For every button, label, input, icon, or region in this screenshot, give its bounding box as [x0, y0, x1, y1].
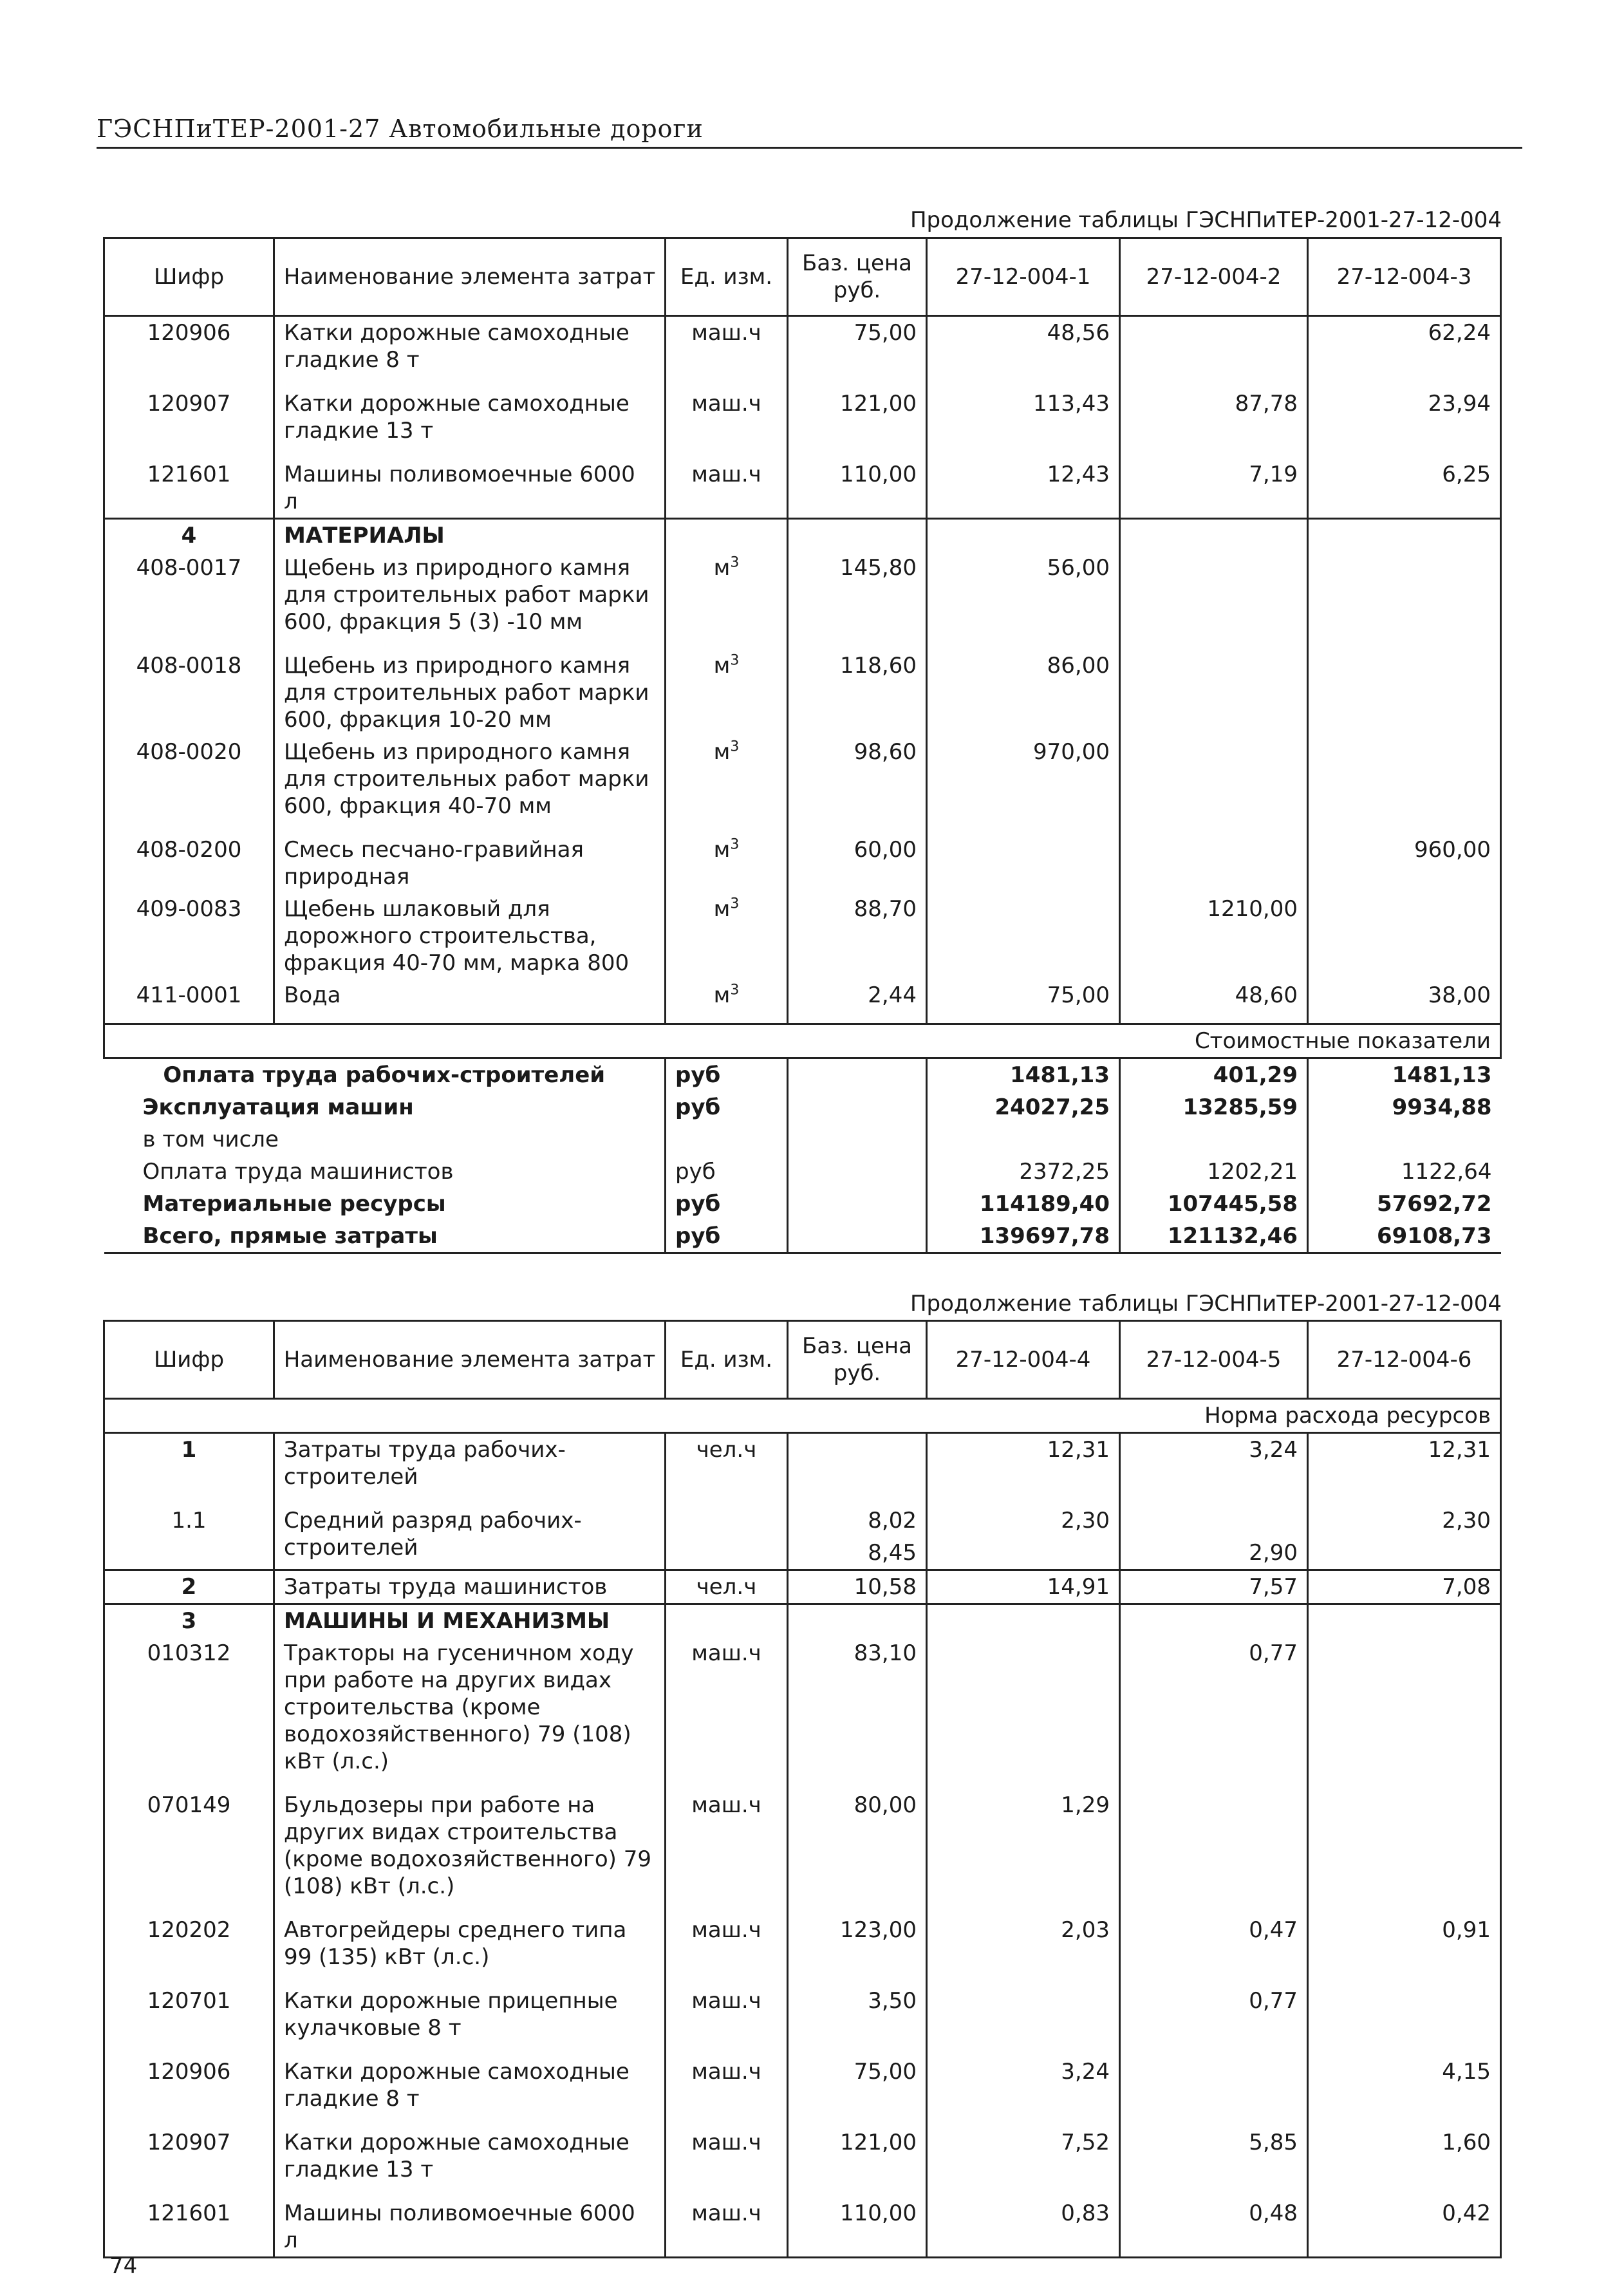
- row-v2: [1120, 650, 1308, 736]
- row-v2: 87,78: [1120, 388, 1308, 447]
- cost-v1: 2372,25: [927, 1156, 1120, 1188]
- row-code: 121601: [104, 458, 274, 519]
- row-v2: [1120, 2056, 1308, 2115]
- row-price: 75,00: [788, 316, 927, 377]
- cost-v2: 401,29: [1120, 1058, 1308, 1092]
- row-v3: 6,25: [1308, 458, 1501, 519]
- cost-label: в том числе: [142, 1127, 279, 1152]
- page-number: 74: [109, 2253, 138, 2279]
- row-code: 121601: [104, 2197, 274, 2258]
- row-v3: 1,60: [1308, 2126, 1501, 2186]
- col-header-name: Наименование элемента затрат: [274, 1321, 666, 1399]
- row-name: Затраты труда машинистов: [274, 1570, 666, 1604]
- row-price: 121,00: [788, 388, 927, 447]
- section-number: 3: [104, 1604, 274, 1638]
- row-v1: 970,00: [927, 736, 1120, 822]
- row-v2: 5,85: [1120, 2126, 1308, 2186]
- row-unit: маш.ч: [666, 2197, 788, 2258]
- row-v1: 2,03: [927, 1914, 1120, 1973]
- row-code: 070149: [104, 1789, 274, 1902]
- table1: [103, 237, 1502, 1254]
- section-row-machines: [104, 1604, 1501, 1638]
- row-unit: маш.ч: [666, 388, 788, 447]
- row-price: 83,10: [788, 1637, 927, 1777]
- row-code: 408-0200: [104, 834, 274, 893]
- table-row: [104, 834, 1501, 893]
- row-v3: [1308, 1637, 1501, 1777]
- row-code: 120907: [104, 388, 274, 447]
- row-name: Щебень шлаковый для дорожного строительства, фракция 40-70 мм, марка 800: [274, 893, 666, 979]
- table-row: [104, 1789, 1501, 1902]
- row-unit: $м^3$: [666, 979, 788, 1011]
- row-v3: 0,42: [1308, 2197, 1501, 2258]
- row-v2: 0,77: [1120, 1985, 1308, 2044]
- section-row-materials: [104, 519, 1501, 552]
- row-v2: 2,90: [1120, 1505, 1308, 1570]
- table-row: [104, 1985, 1501, 2044]
- col-header-v3: 27-12-004-3: [1308, 238, 1501, 316]
- cost-v3: 1481,13: [1308, 1058, 1501, 1092]
- row-v1: 2,30: [927, 1505, 1120, 1570]
- row-unit: $м^3$: [666, 552, 788, 638]
- row-v2: 0,48: [1120, 2197, 1308, 2258]
- col-header-v1: 27-12-004-1: [927, 238, 1120, 316]
- row-unit: маш.ч: [666, 1637, 788, 1777]
- row-unit: маш.ч: [666, 1914, 788, 1973]
- row-price: 110,00: [788, 458, 927, 519]
- row-v3: 2,30: [1308, 1505, 1501, 1570]
- table-row: [104, 458, 1501, 519]
- cost-unit: руб: [666, 1156, 788, 1188]
- table-row: [104, 1637, 1501, 1777]
- row-v3: 0,91: [1308, 1914, 1501, 1973]
- row-name: Вода: [274, 979, 666, 1011]
- row-v3: 23,94: [1308, 388, 1501, 447]
- row-unit: $м^3$: [666, 834, 788, 893]
- row-name: Бульдозеры при работе на других видах строительства (кроме водохозяйственного) 79 (108) кВт (л.с.): [274, 1789, 666, 1902]
- header-rule: [97, 147, 1522, 149]
- row-code: 120202: [104, 1914, 274, 1973]
- row-unit: $м^3$: [666, 893, 788, 979]
- cost-v1: 24027,25: [927, 1091, 1120, 1123]
- cost-v2: 107445,58: [1120, 1188, 1308, 1220]
- row-v3: [1308, 893, 1501, 979]
- row-price: 80,00: [788, 1789, 927, 1902]
- table-row: [104, 2126, 1501, 2186]
- row-price: 60,00: [788, 834, 927, 893]
- cost-v1: 114189,40: [927, 1188, 1120, 1220]
- row-name: Машины поливомоечные 6000 л: [274, 2197, 666, 2258]
- row-v3: [1308, 1985, 1501, 2044]
- row-v1: [927, 1985, 1120, 2044]
- row-v2: [1120, 552, 1308, 638]
- norm-header-row: [104, 1399, 1501, 1433]
- row-v1: 12,43: [927, 458, 1120, 519]
- row-name: Катки дорожные самоходные гладкие 13 т: [274, 2126, 666, 2186]
- row-v1: 7,52: [927, 2126, 1120, 2186]
- table-row: [104, 1433, 1501, 1494]
- row-code: 120906: [104, 316, 274, 377]
- col-header-unit: Ед. изм.: [666, 238, 788, 316]
- row-v3: [1308, 1789, 1501, 1902]
- row-v2: 3,24: [1120, 1433, 1308, 1494]
- row-name: Машины поливомоечные 6000 л: [274, 458, 666, 519]
- row-v1: [927, 1637, 1120, 1777]
- row-v2: [1120, 736, 1308, 822]
- row-code: 411-0001: [104, 979, 274, 1011]
- cost-unit: руб: [666, 1091, 788, 1123]
- cost-unit: руб: [666, 1058, 788, 1092]
- table2-continuation: Продолжение таблицы ГЭСНПиТЕР-2001-27-12-004: [910, 1291, 1502, 1317]
- row-v1: 1,29: [927, 1789, 1120, 1902]
- row-v1: 75,00: [927, 979, 1120, 1011]
- row-v2: [1120, 1789, 1308, 1902]
- col-header-code: Шифр: [104, 1321, 274, 1399]
- row-v2: 0,47: [1120, 1914, 1308, 1973]
- table-row: [104, 979, 1501, 1011]
- row-v1: 12,31: [927, 1433, 1120, 1494]
- row-unit: маш.ч: [666, 316, 788, 377]
- col-header-unit: Ед. изм.: [666, 1321, 788, 1399]
- row-code: 1: [104, 1433, 274, 1494]
- col-header-code: Шифр: [104, 238, 274, 316]
- row-unit: [666, 1505, 788, 1570]
- row-name: Автогрейдеры среднего типа 99 (135) кВт (л.с.): [274, 1914, 666, 1973]
- cost-label: Оплата труда машинистов: [142, 1159, 454, 1185]
- row-v3: 38,00: [1308, 979, 1501, 1011]
- table-row: [104, 650, 1501, 736]
- row-code: 408-0018: [104, 650, 274, 736]
- row-price: [788, 1433, 927, 1494]
- row-v1: 0,83: [927, 2197, 1120, 2258]
- col-header-name: Наименование элемента затрат: [274, 238, 666, 316]
- section-title: МАШИНЫ И МЕХАНИЗМЫ: [274, 1604, 666, 1638]
- row-v1: [927, 893, 1120, 979]
- row-code: 408-0017: [104, 552, 274, 638]
- row-v1: 113,43: [927, 388, 1120, 447]
- row-v2: 1210,00: [1120, 893, 1308, 979]
- cost-row: [104, 1091, 1501, 1123]
- row-v1: 48,56: [927, 316, 1120, 377]
- col-header-price: Баз. цена руб.: [788, 1321, 927, 1399]
- row-v1: 3,24: [927, 2056, 1120, 2115]
- row-unit: $м^3$: [666, 650, 788, 736]
- row-v2: 48,60: [1120, 979, 1308, 1011]
- table-row: [104, 1570, 1501, 1604]
- cost-label: Материальные ресурсы: [142, 1191, 446, 1217]
- row-code: 010312: [104, 1637, 274, 1777]
- row-price: 10,58: [788, 1570, 927, 1604]
- cost-row: [104, 1123, 1501, 1156]
- col-header-v2: 27-12-004-5: [1120, 1321, 1308, 1399]
- row-name: Щебень из природного камня для строительных работ марки 600, фракция 5 (3) -10 мм: [274, 552, 666, 638]
- section-number: 4: [104, 519, 274, 552]
- col-header-v1: 27-12-004-4: [927, 1321, 1120, 1399]
- row-code: 2: [104, 1570, 274, 1604]
- row-price: 8,02 8,45: [788, 1505, 927, 1570]
- row-name: Затраты труда рабочих-строителей: [274, 1433, 666, 1494]
- cost-label: Оплата труда рабочих-строителей: [163, 1062, 606, 1088]
- row-price: 2,44: [788, 979, 927, 1011]
- row-unit: $м^3$: [666, 736, 788, 822]
- row-v2: 7,19: [1120, 458, 1308, 519]
- col-header-v3: 27-12-004-6: [1308, 1321, 1501, 1399]
- row-name: Щебень из природного камня для строительных работ марки 600, фракция 10-20 мм: [274, 650, 666, 736]
- row-code: 120701: [104, 1985, 274, 2044]
- table-row: [104, 552, 1501, 638]
- cost-v1: 1481,13: [927, 1058, 1120, 1092]
- row-price: 98,60: [788, 736, 927, 822]
- row-unit: маш.ч: [666, 2056, 788, 2115]
- row-name: Катки дорожные самоходные гладкие 13 т: [274, 388, 666, 447]
- cost-v3: 57692,72: [1308, 1188, 1501, 1220]
- cost-v2: 121132,46: [1120, 1220, 1308, 1253]
- row-name: Катки дорожные прицепные кулачковые 8 т: [274, 1985, 666, 2044]
- table1-continuation: Продолжение таблицы ГЭСНПиТЕР-2001-27-12-004: [910, 207, 1502, 233]
- row-unit: маш.ч: [666, 1985, 788, 2044]
- row-v3: [1308, 552, 1501, 638]
- row-name: Катки дорожные самоходные гладкие 8 т: [274, 2056, 666, 2115]
- cost-row: [104, 1156, 1501, 1188]
- row-v1: 86,00: [927, 650, 1120, 736]
- row-code: 120906: [104, 2056, 274, 2115]
- row-code: 1.1: [104, 1505, 274, 1570]
- table-row: [104, 736, 1501, 822]
- row-price: 121,00: [788, 2126, 927, 2186]
- cost-header-row: [104, 1024, 1501, 1058]
- cost-unit: руб: [666, 1188, 788, 1220]
- row-name: Средний разряд рабочих-строителей: [274, 1505, 666, 1570]
- row-v3: 12,31: [1308, 1433, 1501, 1494]
- row-v3: [1308, 650, 1501, 736]
- row-price: 3,50: [788, 1985, 927, 2044]
- row-name: Щебень из природного камня для строительных работ марки 600, фракция 40-70 мм: [274, 736, 666, 822]
- table-row: [104, 893, 1501, 979]
- table-row: [104, 2197, 1501, 2258]
- section-title: МАТЕРИАЛЫ: [274, 519, 666, 552]
- cost-label: Всего, прямые затраты: [104, 1220, 666, 1253]
- row-unit: чел.ч: [666, 1570, 788, 1604]
- cost-row: [104, 1188, 1501, 1220]
- col-header-v2: 27-12-004-2: [1120, 238, 1308, 316]
- row-code: 120907: [104, 2126, 274, 2186]
- row-v3: 4,15: [1308, 2056, 1501, 2115]
- row-price: 110,00: [788, 2197, 927, 2258]
- row-v3: [1308, 736, 1501, 822]
- row-price: 145,80: [788, 552, 927, 638]
- row-code: 408-0020: [104, 736, 274, 822]
- row-code: 409-0083: [104, 893, 274, 979]
- table-row: [104, 388, 1501, 447]
- row-v2: 0,77: [1120, 1637, 1308, 1777]
- row-unit: маш.ч: [666, 2126, 788, 2186]
- cost-v3: 1122,64: [1308, 1156, 1501, 1188]
- col-header-price: Баз. цена руб.: [788, 238, 927, 316]
- row-v1: [927, 834, 1120, 893]
- table-row: [104, 2056, 1501, 2115]
- row-name: Смесь песчано-гравийная природная: [274, 834, 666, 893]
- cost-header: Стоимостные показатели: [104, 1024, 1501, 1058]
- row-v1: 14,91: [927, 1570, 1120, 1604]
- row-v2: 7,57: [1120, 1570, 1308, 1604]
- cost-row: [104, 1220, 1501, 1253]
- row-name: Тракторы на гусеничном ходу при работе на других видах строительства (кроме водохозяйственного) 79 (108) кВт (л.с.): [274, 1637, 666, 1777]
- row-v3: 7,08: [1308, 1570, 1501, 1604]
- row-v1: 56,00: [927, 552, 1120, 638]
- row-price: 75,00: [788, 2056, 927, 2115]
- cost-label: Эксплуатация машин: [142, 1094, 414, 1120]
- cost-row: [104, 1058, 1501, 1092]
- row-v2: [1120, 316, 1308, 377]
- row-v2: [1120, 834, 1308, 893]
- row-name: Катки дорожные самоходные гладкие 8 т: [274, 316, 666, 377]
- row-v3: 62,24: [1308, 316, 1501, 377]
- row-price: 88,70: [788, 893, 927, 979]
- row-unit: маш.ч: [666, 1789, 788, 1902]
- table-row: [104, 1505, 1501, 1570]
- table-row: [104, 1914, 1501, 1973]
- cost-v3: 9934,88: [1308, 1091, 1501, 1123]
- cost-unit: руб: [666, 1220, 788, 1253]
- page-header-title: ГЭСНПиТЕР-2001-27 Автомобильные дороги: [97, 115, 704, 143]
- table2: [103, 1320, 1502, 2258]
- cost-v2: 13285,59: [1120, 1091, 1308, 1123]
- cost-v3: 69108,73: [1308, 1220, 1501, 1253]
- row-v3: 960,00: [1308, 834, 1501, 893]
- cost-v2: 1202,21: [1120, 1156, 1308, 1188]
- norm-header: Норма расхода ресурсов: [104, 1399, 1501, 1433]
- row-unit: чел.ч: [666, 1433, 788, 1494]
- row-price: 123,00: [788, 1914, 927, 1973]
- cost-v1: 139697,78: [927, 1220, 1120, 1253]
- row-unit: маш.ч: [666, 458, 788, 519]
- table-row: [104, 316, 1501, 377]
- row-price: 118,60: [788, 650, 927, 736]
